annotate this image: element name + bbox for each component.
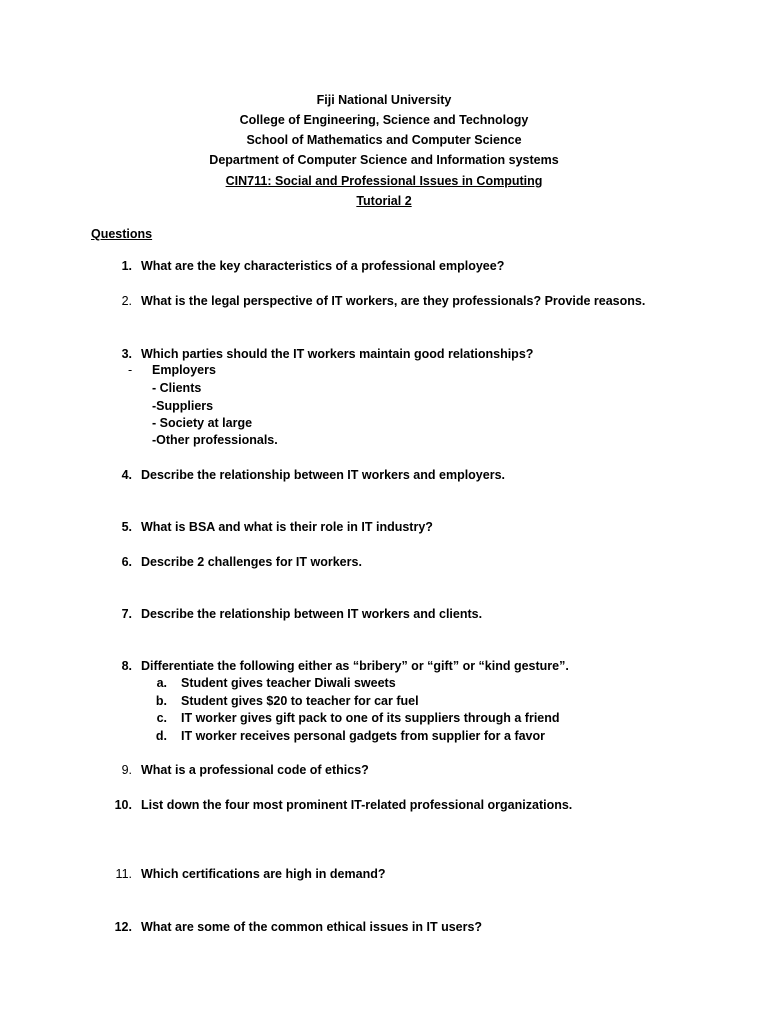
college-name: College of Engineering, Science and Technology bbox=[239, 113, 529, 127]
school-name: School of Mathematics and Computer Science bbox=[246, 133, 522, 147]
scenario-text: Student gives $20 to teacher for car fuel bbox=[181, 694, 419, 708]
question-text: Describe the relationship between IT workers and employers. bbox=[141, 468, 506, 482]
list-dash: - bbox=[128, 363, 133, 377]
question-number: 1. bbox=[121, 259, 132, 273]
question-number: 9. bbox=[121, 763, 132, 777]
party-item: -Other professionals. bbox=[152, 433, 278, 447]
question-text: What is BSA and what is their role in IT industry? bbox=[141, 520, 433, 534]
party-item: Employers bbox=[152, 363, 216, 377]
question-text: What is a professional code of ethics? bbox=[141, 763, 369, 777]
question-number: 10. bbox=[114, 798, 132, 812]
scenario-text: IT worker gives gift pack to one of its suppliers through a friend bbox=[181, 711, 560, 725]
scenario-letter: c. bbox=[156, 711, 167, 725]
tutorial-title: Tutorial 2 bbox=[356, 194, 412, 208]
question-number: 5. bbox=[121, 520, 132, 534]
question-text: Which parties should the IT workers maintain good relationships? bbox=[141, 347, 534, 361]
party-item: - Society at large bbox=[152, 416, 253, 430]
question-number: 11. bbox=[115, 867, 132, 881]
question-text: What is the legal perspective of IT workers, are they professionals? Provide reasons. bbox=[141, 294, 646, 308]
scenario-letter: b. bbox=[155, 694, 167, 708]
university-name: Fiji National University bbox=[316, 93, 452, 107]
question-text: Describe 2 challenges for IT workers. bbox=[141, 555, 362, 569]
party-item: - Clients bbox=[152, 381, 202, 395]
question-text: What are the key characteristics of a professional employee? bbox=[141, 259, 505, 273]
question-number: 6. bbox=[121, 555, 132, 569]
question-text: Describe the relationship between IT workers and clients. bbox=[141, 607, 483, 621]
question-number: 7. bbox=[121, 607, 132, 621]
scenario-text: Student gives teacher Diwali sweets bbox=[181, 676, 396, 690]
question-number: 12. bbox=[114, 920, 132, 934]
question-number: 3. bbox=[121, 347, 132, 361]
section-title: Questions bbox=[91, 227, 153, 241]
scenario-text: IT worker receives personal gadgets from supplier for a favor bbox=[181, 729, 546, 743]
question-number: 2. bbox=[121, 294, 132, 308]
question-number: 4. bbox=[121, 468, 132, 482]
question-number: 8. bbox=[121, 659, 132, 673]
question-text: What are some of the common ethical issues in IT users? bbox=[141, 920, 483, 934]
department-name: Department of Computer Science and Information systems bbox=[209, 153, 559, 167]
party-item: -Suppliers bbox=[152, 399, 214, 413]
course-title: CIN711: Social and Professional Issues in Computing bbox=[225, 174, 543, 188]
scenario-letter: a. bbox=[156, 676, 167, 690]
question-text: Differentiate the following either as “bribery” or “gift” or “kind gesture”. bbox=[141, 659, 569, 673]
question-text: Which certifications are high in demand? bbox=[141, 867, 386, 881]
scenario-letter: d. bbox=[155, 729, 167, 743]
question-text: List down the four most prominent IT-related professional organizations. bbox=[141, 798, 573, 812]
